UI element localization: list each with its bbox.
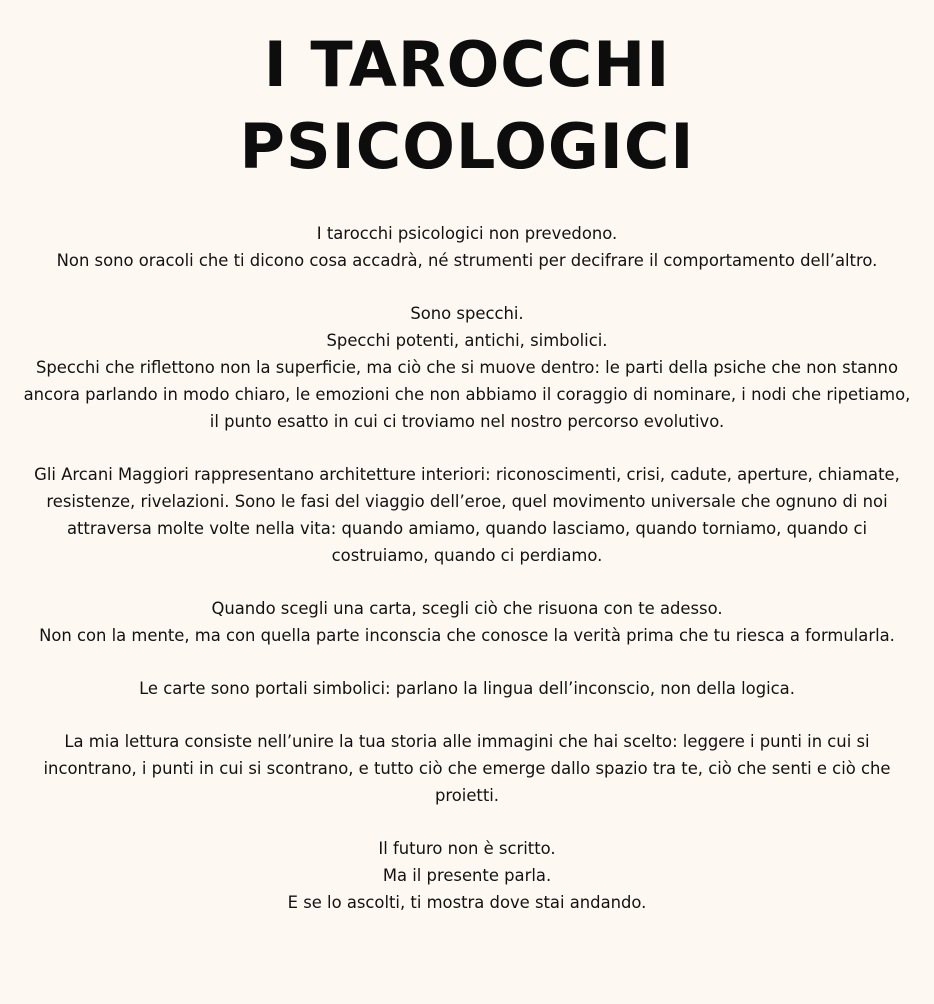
text-line: Sono specchi. [410, 304, 524, 323]
text-line: Ma il presente parla. [382, 866, 552, 885]
title-line-1: I TAROCCHI [263, 28, 671, 101]
text-line: Non sono oracoli che ti dicono cosa accadrà, né strumenti per decifrare il comportamento dell’altro. [56, 251, 878, 270]
text-line: Specchi che riflettono non la superficie, ma ciò che si muove dentro: le parti della psiche che non stanno ancora parlando in modo chiaro, le emozioni che non abbiamo il coraggio di nominare, i nodi che ripetiamo, il punto esatto in cui ci troviamo nel nostro percorso evolutivo. [23, 358, 911, 431]
paragraph-carta [22, 595, 912, 649]
paragraph-portali [22, 675, 912, 702]
text-line: Specchi potenti, antichi, simbolici. [326, 331, 608, 350]
text-line: La mia lettura consiste nell’unire la tua storia alle immagini che hai scelto: leggere i punti in cui si incontrano, i punti in cui si scontrano, e tutto ciò che emerge dallo spazio tra te, ciò che senti e ciò che proietti. [43, 732, 891, 805]
text-line: E se lo ascolti, ti mostra dove stai andando. [287, 893, 647, 912]
paragraph-specchi [22, 300, 912, 435]
paragraph-lettura [22, 728, 912, 809]
paragraph-futuro [22, 835, 912, 916]
text-line: Il futuro non è scritto. [378, 839, 556, 858]
text-line: I tarocchi psicologici non prevedono. [316, 224, 618, 243]
body-text [0, 220, 934, 916]
text-line: Quando scegli una carta, scegli ciò che risuona con te adesso. [211, 599, 723, 618]
title-line-2: PSICOLOGICI [239, 110, 695, 183]
text-line: Non con la mente, ma con quella parte inconscia che conosce la verità prima che tu riesca a formularla. [39, 626, 895, 645]
page-title [0, 24, 934, 188]
text-line: Gli Arcani Maggiori rappresentano architetture interiori: riconoscimenti, crisi, cadute, aperture, chiamate, resistenze, rivelazioni. Sono le fasi del viaggio dell’eroe, quel movimento universale che ognuno di noi attraversa molte volte nella vita: quando amiamo, quando lasciamo, quando torniamo, quando ci costruiamo, quando ci perdiamo. [34, 465, 900, 565]
paragraph-arcani [22, 461, 912, 569]
text-line: Le carte sono portali simbolici: parlano la lingua dell’inconscio, non della logica. [139, 679, 795, 698]
paragraph-intro [22, 220, 912, 274]
